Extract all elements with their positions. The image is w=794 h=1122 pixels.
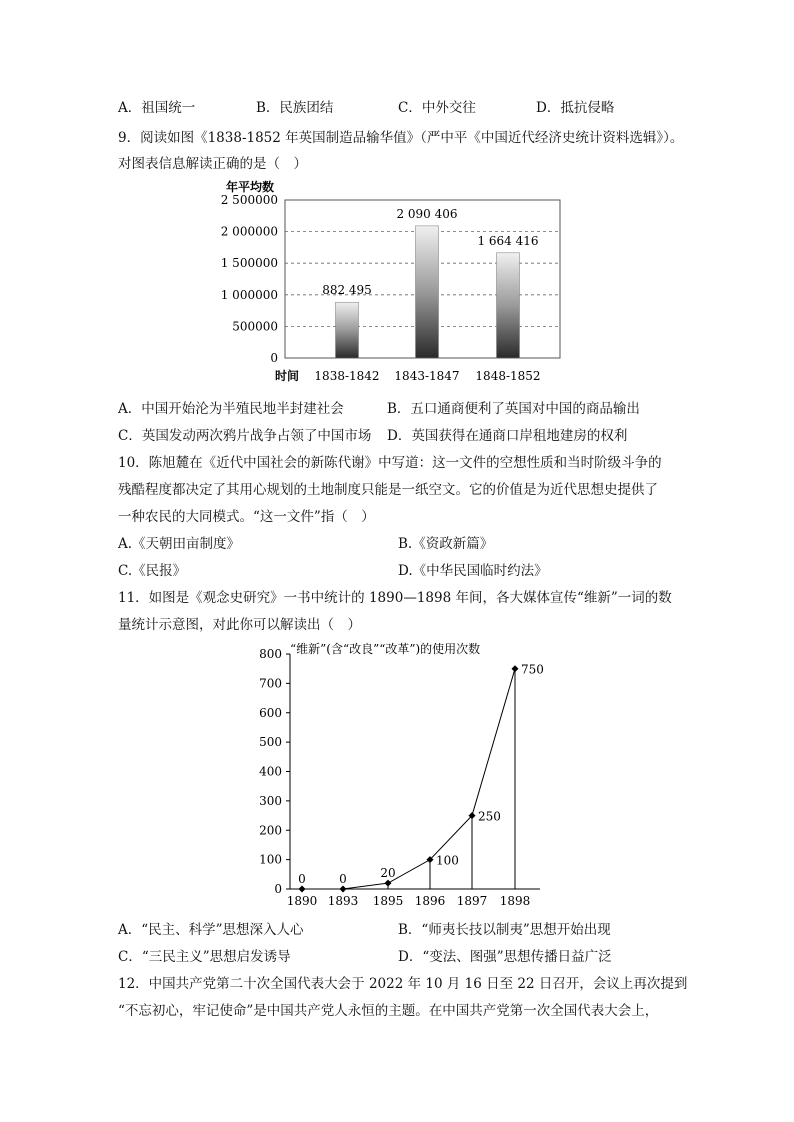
q9-option-a[interactable]: A．中国开始沦为半殖民地半封建社会 xyxy=(118,401,344,417)
q8-option-a[interactable]: A．祖国统一 xyxy=(118,100,196,116)
bar-ytick-label: 1 000000 xyxy=(220,287,278,302)
line-value-label: 100 xyxy=(436,853,459,868)
line-ytick-label: 300 xyxy=(259,793,282,808)
line-xtick-label: 1895 xyxy=(372,894,404,908)
q8-option-c[interactable]: C．中外交往 xyxy=(398,100,476,116)
bar-ytick-label: 2 000000 xyxy=(220,224,278,239)
bar-ytick-label: 2 500000 xyxy=(220,193,278,207)
line-point xyxy=(340,886,347,893)
bar-ytick-label: 1 500000 xyxy=(220,256,278,271)
q11-option-b[interactable]: B．“师夷长技以制夷”思想开始出现 xyxy=(398,922,611,938)
line-chart-series-line xyxy=(302,669,515,889)
bar-value-label: 2 090 406 xyxy=(396,206,458,221)
bar-value-label: 882 495 xyxy=(322,283,372,298)
bar xyxy=(416,226,439,358)
line-xtick-label: 1896 xyxy=(414,894,446,908)
bar-value-label: 1 664 416 xyxy=(477,233,539,248)
q8-option-d[interactable]: D．抵抗侵略 xyxy=(536,100,615,116)
q11-stem-line2: 量统计示意图，对此你可以解读出（ ） xyxy=(118,617,361,633)
line-chart xyxy=(250,640,570,912)
q9-option-c[interactable]: C．英国发动两次鸦片战争占领了中国市场 xyxy=(118,428,372,444)
line-ytick-label: 200 xyxy=(259,823,282,838)
line-ytick-label: 0 xyxy=(274,882,282,896)
q12-stem-line2: “不忘初心，牢记使命”是中国共产党人永恒的主题。在中国共产党第一次全国代表大会上， xyxy=(118,1003,659,1019)
line-ytick-label: 100 xyxy=(259,852,282,867)
q8-option-b[interactable]: B．民族团结 xyxy=(256,100,334,116)
q10-stem-line3: 一种农民的大同模式。“这一文件”指（ ） xyxy=(118,509,375,525)
bar-xtick-label: 1843-1847 xyxy=(394,369,460,383)
bar xyxy=(497,253,520,358)
q11-stem-line1: 11．如图是《观念史研究》一书中统计的 1890—1898 年间，各大媒体宣传“维新”一词的数 xyxy=(118,590,672,606)
q11-option-d[interactable]: D．“变法、图强”思想传播日益广泛 xyxy=(398,949,612,965)
line-value-label: 750 xyxy=(521,662,544,677)
line-value-label: 0 xyxy=(339,872,347,886)
bar-xtick-label: 1848-1852 xyxy=(475,369,541,383)
line-ytick-label: 600 xyxy=(259,705,282,720)
q10-stem-line1: 10．陈旭麓在《近代中国社会的新陈代谢》中写道：这一文件的空想性质和当时阶级斗争的 xyxy=(118,455,662,471)
line-point xyxy=(385,880,392,887)
q11-option-c[interactable]: C．“三民主义”思想启发诱导 xyxy=(118,949,291,965)
bar-chart xyxy=(220,176,580,388)
q12-stem-line1: 12．中国共产党第二十次全国代表大会于 2022 年 10 月 16 日至 22 日召开，会议上再次提到 xyxy=(118,976,688,992)
q11-option-a[interactable]: A．“民主、科学”思想深入人心 xyxy=(118,922,304,938)
line-chart-title: “维新”(含“改良”“改革”)的使用次数 xyxy=(290,642,481,656)
q9-stem-line2: 对图表信息解读正确的是（ ） xyxy=(118,156,307,172)
line-ytick-label: 500 xyxy=(259,735,282,750)
bar-ytick-label: 0 xyxy=(270,351,278,365)
line-xtick-label: 1897 xyxy=(456,894,488,908)
line-value-label: 250 xyxy=(478,809,501,824)
q10-option-a[interactable]: A.《天朝田亩制度》 xyxy=(118,536,241,552)
q9-option-d[interactable]: D．英国获得在通商口岸租地建房的权利 xyxy=(387,428,628,444)
line-point xyxy=(512,665,519,672)
line-value-label: 20 xyxy=(380,866,396,881)
bar-chart-xlabel: 时间 xyxy=(275,369,300,383)
bar-xtick-label: 1838-1842 xyxy=(314,369,380,383)
line-ytick-label: 700 xyxy=(259,676,282,691)
line-xtick-label: 1893 xyxy=(327,894,359,908)
q9-stem-line1: 9．阅读如图《1838-1852 年英国制造品输华值》（严中平《中国近代经济史统计资料选辑》）。 xyxy=(118,130,684,146)
line-xtick-label: 1890 xyxy=(286,894,318,908)
q10-stem-line2: 残酷程度都决定了其用心规划的土地制度只能是一纸空文。它的价值是为近代思想史提供了 xyxy=(118,482,658,498)
line-point xyxy=(299,886,306,893)
q10-option-c[interactable]: C.《民报》 xyxy=(118,563,187,579)
line-ytick-label: 800 xyxy=(259,647,282,661)
bar-ytick-label: 500000 xyxy=(232,319,278,334)
line-xtick-label: 1898 xyxy=(499,894,531,908)
line-value-label: 0 xyxy=(298,872,306,886)
q9-option-b[interactable]: B．五口通商便利了英国对中国的商品输出 xyxy=(387,401,640,417)
line-ytick-label: 400 xyxy=(259,764,282,779)
bar-chart-ylabel: 年平均数 xyxy=(226,180,275,194)
bar xyxy=(336,302,359,358)
q10-option-d[interactable]: D.《中华民国临时约法》 xyxy=(398,563,548,579)
q10-option-b[interactable]: B.《资政新篇》 xyxy=(398,536,494,552)
